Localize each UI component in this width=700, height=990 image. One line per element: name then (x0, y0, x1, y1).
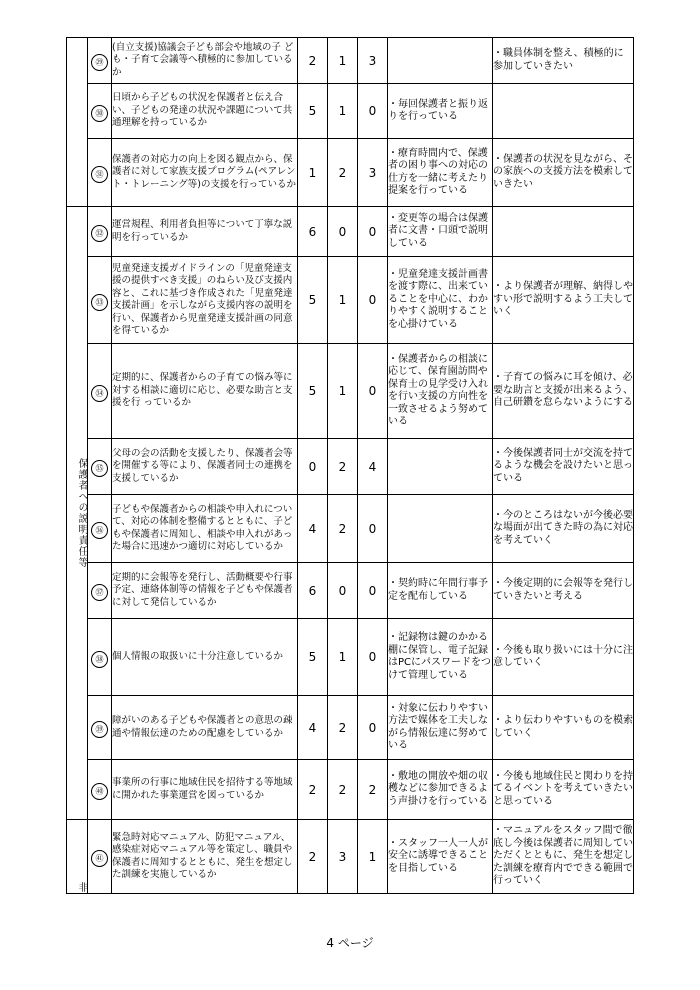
count-yes: 5 (298, 344, 328, 439)
table-row (67, 760, 634, 820)
item-text: 保護者の対応力の向上を図る観点から、保護者に対して家族支援プログラム(ペアレント・トレーニング等)の支援を行っているか (112, 139, 298, 207)
row-number: ㊶ (91, 850, 108, 867)
improvement-note: ・より伝わりやすいものを模索していく (493, 696, 634, 760)
item-text: 定期的に会報等を発行し、活動概要や行事予定、連絡体制等の情報を子どもや保護者に対して発信しているか (112, 563, 298, 619)
table-row (67, 439, 634, 495)
item-text: 父母の会の活動を支援したり、保護者会等を開催する等により、保護者同士の連携を支援しているか (112, 439, 298, 495)
table-row (67, 207, 634, 257)
count-yes: 5 (298, 84, 328, 139)
section-label: 非 (67, 820, 88, 894)
item-text: 個人情報の取扱いに十分注意しているか (112, 619, 298, 696)
table-row (67, 495, 634, 563)
item-text: 障がいのある子どもや保護者との意思の疎通や情報伝達のための配慮をしているか (112, 696, 298, 760)
improvement-note: ・今後も地域住民と関わりを持てるイベントを考えていきたいと思っている (493, 760, 634, 820)
count-no: 4 (358, 439, 388, 495)
count-neutral: 0 (328, 207, 358, 257)
table-row (67, 619, 634, 696)
count-neutral: 1 (328, 619, 358, 696)
count-yes: 4 (298, 495, 328, 563)
count-neutral: 3 (328, 820, 358, 894)
count-no: 0 (358, 696, 388, 760)
improvement-note: ・子育ての悩みに耳を傾け、必要な助言と支援が出来るよう、自己研鑽を怠らないようにする (493, 344, 634, 439)
count-neutral: 0 (328, 563, 358, 619)
improvement-note: ・より保護者が理解、納得しやすい形で説明するよう工夫していく (493, 257, 634, 344)
count-yes: 5 (298, 619, 328, 696)
row-number: ㉞ (91, 385, 108, 402)
table-row (67, 257, 634, 344)
row-number: ㉛ (91, 166, 108, 183)
count-no: 3 (358, 38, 388, 84)
count-neutral: 2 (328, 139, 358, 207)
count-neutral: 1 (328, 84, 358, 139)
count-no: 0 (358, 344, 388, 439)
item-text: 定期的に、保護者からの子育ての悩み等に対する相談に適切に応じ、必要な助言と支援を行 っているか (112, 344, 298, 439)
status-note: ・敷地の開放や畑の収穫などに参加できるよう声掛けを行っている (388, 760, 493, 820)
count-no: 0 (358, 257, 388, 344)
improvement-note (493, 84, 634, 139)
count-neutral: 2 (328, 696, 358, 760)
count-yes: 1 (298, 139, 328, 207)
count-neutral: 2 (328, 760, 358, 820)
item-text: 児童発達支援ガイドラインの「児童発達支援の提供すべき支援」のねらい及び支援内容と、これに基づき作成された「児童発達支援計画」を示しながら支援内容の説明を行い、保護者から児童発達支援計画の同意を得ているか (112, 257, 298, 344)
count-no: 1 (358, 820, 388, 894)
item-text: (自立支援)協議会子ども部会や地域の子 ども・子育て会議等へ積極的に参加しているか (112, 38, 298, 84)
count-no: 2 (358, 760, 388, 820)
status-note: ・記録物は鍵のかかる棚に保管し、電子記録はPCにパスワードをつけて管理している (388, 619, 493, 696)
item-text: 運営規程、利用者負担等について丁寧な説明を行っているか (112, 207, 298, 257)
improvement-note: ・今後保護者同士が交流を持てるような機会を設けたいと思っている (493, 439, 634, 495)
count-yes: 4 (298, 696, 328, 760)
evaluation-table (66, 37, 634, 894)
row-number: ㊱ (91, 522, 108, 539)
row-number: ㉚ (91, 105, 108, 122)
improvement-note: ・今後も取り扱いには十分に注意していく (493, 619, 634, 696)
count-neutral: 1 (328, 38, 358, 84)
row-number: ㉟ (91, 460, 108, 477)
count-yes: 2 (298, 820, 328, 894)
count-no: 0 (358, 619, 388, 696)
status-note: ・変更等の場合は保護者に文書・口頭で説明している (388, 207, 493, 257)
status-note: ・児童発達支援計画書を渡す際に、出来ていることを中心に、わかりやすく説明することを心掛けている (388, 257, 493, 344)
status-note: ・契約時に年間行事予定を配布している (388, 563, 493, 619)
row-number: ㊴ (91, 721, 108, 738)
row-number: ㉜ (91, 225, 108, 242)
count-neutral: 2 (328, 439, 358, 495)
count-yes: 6 (298, 563, 328, 619)
count-no: 0 (358, 495, 388, 563)
improvement-note (493, 207, 634, 257)
status-note (388, 38, 493, 84)
count-yes: 2 (298, 38, 328, 84)
count-neutral: 1 (328, 344, 358, 439)
count-yes: 0 (298, 439, 328, 495)
improvement-note: ・今後定期的に会報等を発行していきたいと考える (493, 563, 634, 619)
row-number: ㉝ (91, 294, 108, 311)
table-row (67, 563, 634, 619)
table-row (67, 820, 634, 894)
count-neutral: 2 (328, 495, 358, 563)
count-yes: 2 (298, 760, 328, 820)
improvement-note: ・今のところはないが今後必要な場面が出てきた時の為に対応を考えていく (493, 495, 634, 563)
count-no: 0 (358, 563, 388, 619)
item-text: 日頃から子どもの状況を保護者と伝え合い、子どもの発達の状況や課題について共通理解を持っているか (112, 84, 298, 139)
improvement-note: ・マニュアルをスタッフ間で徹底し今後は保護者に周知していただくとともに、発生を想定した訓練を療育内でできる範囲で行っていく (493, 820, 634, 894)
section-label: 保護者への説明責任等 (67, 207, 88, 820)
count-neutral: 1 (328, 257, 358, 344)
status-note: ・対象に伝わりやすい方法で媒体を工夫しながら情報伝達に努めている (388, 696, 493, 760)
status-note: ・毎回保護者と振り返りを行っている (388, 84, 493, 139)
improvement-note: ・職員体制を整え、積極的に参加していきたい (493, 38, 634, 84)
improvement-note: ・保護者の状況を見ながら、その家族への支援方法を模索していきたい (493, 139, 634, 207)
count-no: 3 (358, 139, 388, 207)
table-row (67, 84, 634, 139)
item-text: 事業所の行事に地域住民を招待する等地域に開かれた事業運営を図っているか (112, 760, 298, 820)
item-text: 緊急時対応マニュアル、防犯マニュアル、感染症対応マニュアル等を策定し、職員や保護者に周知するとともに、発生を想定した訓練を実施しているか (112, 820, 298, 894)
status-note (388, 439, 493, 495)
status-note: ・スタッフ一人一人が安全に誘導できることを目指している (388, 820, 493, 894)
row-number: ㊳ (91, 651, 108, 668)
status-note (388, 495, 493, 563)
section-label (67, 38, 88, 207)
count-no: 0 (358, 84, 388, 139)
count-no: 0 (358, 207, 388, 257)
row-number: ㊲ (91, 584, 108, 601)
status-note: ・保護者からの相談に応じて、保育園訪問や保育士の見学受け入れを行い支援の方向性を一致させるよう努めている (388, 344, 493, 439)
count-yes: 5 (298, 257, 328, 344)
table-row (67, 344, 634, 439)
count-yes: 6 (298, 207, 328, 257)
row-number: ㊵ (91, 783, 108, 800)
table-row (67, 38, 634, 84)
table-row (67, 139, 634, 207)
status-note: ・療育時間内で、保護者の困り事への対応の仕方を一緒に考えたり提案を行っている (388, 139, 493, 207)
row-number: ㉙ (91, 54, 108, 71)
table-row (67, 696, 634, 760)
item-text: 子どもや保護者からの相談や申入れについて、対応の体制を整備するとともに、子どもや保護者に周知し、相談や申入れがあった場合に迅速かつ適切に対応しているか (112, 495, 298, 563)
page-number: 4 ページ (326, 936, 374, 950)
